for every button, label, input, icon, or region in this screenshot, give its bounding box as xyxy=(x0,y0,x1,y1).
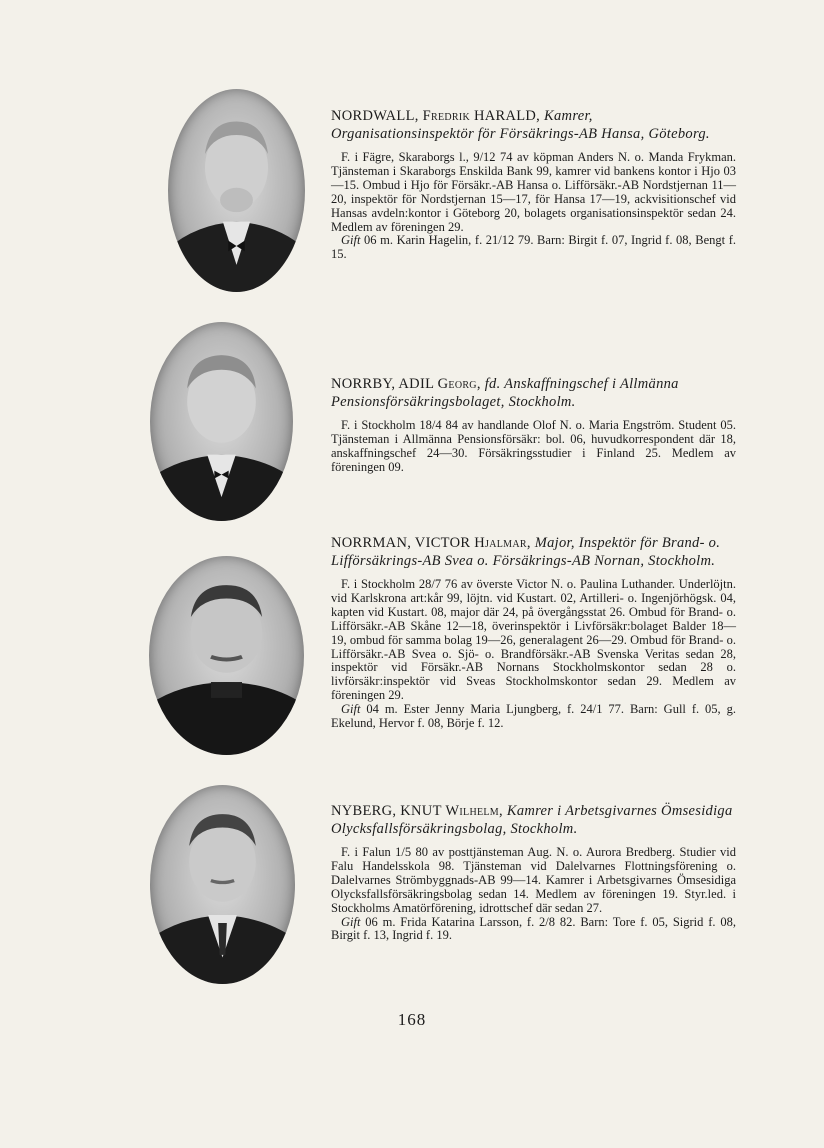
portrait-photo xyxy=(150,785,295,984)
surname: NYBERG, KNUT xyxy=(331,803,442,819)
entry-body xyxy=(331,846,736,943)
entry-body xyxy=(331,151,736,262)
family-line xyxy=(331,703,736,731)
portrait-figure xyxy=(168,89,305,292)
entry-body xyxy=(331,419,736,475)
family-label: Gift xyxy=(341,233,361,248)
given-name: Georg, xyxy=(437,376,481,392)
occupation-title: Major, Inspektör för Brand- o. Lifförsäkrings-AB Svea o. Försäkrings-AB Nornan, Stockholm. xyxy=(331,535,721,569)
given-name: Fredrik xyxy=(422,108,471,124)
entry-body xyxy=(331,578,736,731)
portrait-figure xyxy=(149,556,304,755)
occupation-title: Kamrer, Organisationsinspektör för Försäkrings-AB Hansa, Göteborg. xyxy=(331,108,710,142)
family-line xyxy=(331,234,736,262)
portrait-photo xyxy=(168,89,305,292)
family-label: Gift xyxy=(341,702,361,717)
entry-text xyxy=(331,108,736,262)
biography-text: F. i Falun 1/5 80 av posttjänsteman Aug. N. o. Aurora Bredberg. Studier vid Falu Handelsskola 98. Tjänsteman vid Dalelvarnes Flottningsförening o. Dalelvarnes Strömbyggnads-AB 99—14. Kamrer i Arbetsgivarnes Ömsesidiga Olycksfallsförsäkringsbolag sedan 14. Medlem av föreningen 19. Styr.led. i Stockholms Amatörförening, idrottschef där sedan 27. xyxy=(331,845,736,915)
portrait-photo xyxy=(149,556,304,755)
family-text: 06 m. Frida Katarina Larsson, f. 2/8 82. Barn: Tore f. 05, Sigrid f. 08, Birgit f. 13, Ingrid f. 19. xyxy=(331,914,736,943)
family-text: 04 m. Ester Jenny Maria Ljungberg, f. 24/1 77. Barn: Gull f. 05, g. Ekelund, Hervor f. 08, Börje f. 12. xyxy=(331,702,736,731)
surname: NORRMAN, VICTOR xyxy=(331,535,471,551)
surname: NORRBY, ADIL xyxy=(331,376,434,392)
entry-heading xyxy=(331,803,736,838)
entry-heading xyxy=(331,535,736,570)
entry-heading xyxy=(331,108,736,143)
portrait-figure xyxy=(150,322,293,521)
entry-heading xyxy=(331,376,736,411)
surname: NORDWALL, xyxy=(331,108,419,124)
given-name: Hjalmar, xyxy=(474,535,531,551)
family-text: 06 m. Karin Hagelin, f. 21/12 79. Barn: Birgit f. 07, Ingrid f. 08, Bengt f. 15. xyxy=(331,233,736,262)
entry-text xyxy=(331,803,736,943)
occupation-title: fd. Anskaffningschef i Allmänna Pensionsförsäkringsbolaget, Stockholm. xyxy=(331,376,679,410)
biography-text: F. i Fägre, Skaraborgs l., 9/12 74 av köpman Anders N. o. Manda Frykman. Tjänsteman i Skaraborgs Enskilda Bank 99, kamrer vid bankens kontor i Hjo 03—15. Ombud i Hjo för Försäkr.-AB Hansa o. Lifförsäkr.-AB Nordstjernan 11—20, inspektör för Nordstjernan 15—17, för Hansa 17—19, ackvisitionschef vid Hansas avdeln:kontor i Göteborg 20, bolagets organisationsinspektör sedan 24. Medlem av föreningen 29. xyxy=(331,150,736,234)
biography-text: F. i Stockholm 28/7 76 av överste Victor N. o. Paulina Luthander. Underlöjtn. vid Karlskrona art:kår 99, löjtn. vid Kustart. 02, Artilleri- o. Ingenjörhögsk. 04, kapten vid Kustart. 08, major där 24, på övergångsstat 26. Ombud för Brand- o. Lifförsäkr.-AB Skåne 12—18, överinspektör i Livförsäkr:bolaget Balder 18—19, ombud för samma bolag 19—26, generalagent 26—29. Ombud för Brand- o. Lifförsäkr.-AB Svea o. Sjö- o. Brandförsäkr.-AB Svenska Veritas sedan 28, inspektör vid Försäkr.-AB Nornans Stockholmskontor sedan 28 o. livförsäkr:inspektör vid Sveas Stockholmskontor sedan 29. Medlem av föreningen 29. xyxy=(331,577,736,703)
family-label: Gift xyxy=(341,914,361,929)
biography-text: F. i Stockholm 18/4 84 av handlande Olof N. o. Maria Engström. Student 05. Tjänsteman i Allmänna Pensionsförsäkr: bol. 06, huvudkorrespondent där 18, anskaffningschef 24—30. Försäkringsstudier i Finland 25. Medlem av föreningen 09. xyxy=(331,418,736,474)
entry-text xyxy=(331,535,736,731)
family-line xyxy=(331,916,736,944)
page-number: 168 xyxy=(397,1010,427,1029)
portrait-photo xyxy=(150,322,293,521)
given-name: Wilhelm, xyxy=(445,803,503,819)
portrait-figure xyxy=(150,785,295,984)
given-name-caps: HARALD, xyxy=(473,108,541,124)
occupation-title: Kamrer i Arbetsgivarnes Ömsesidiga Olycksfallsförsäkringsbolag, Stockholm. xyxy=(331,803,733,837)
entry-text xyxy=(331,376,736,475)
